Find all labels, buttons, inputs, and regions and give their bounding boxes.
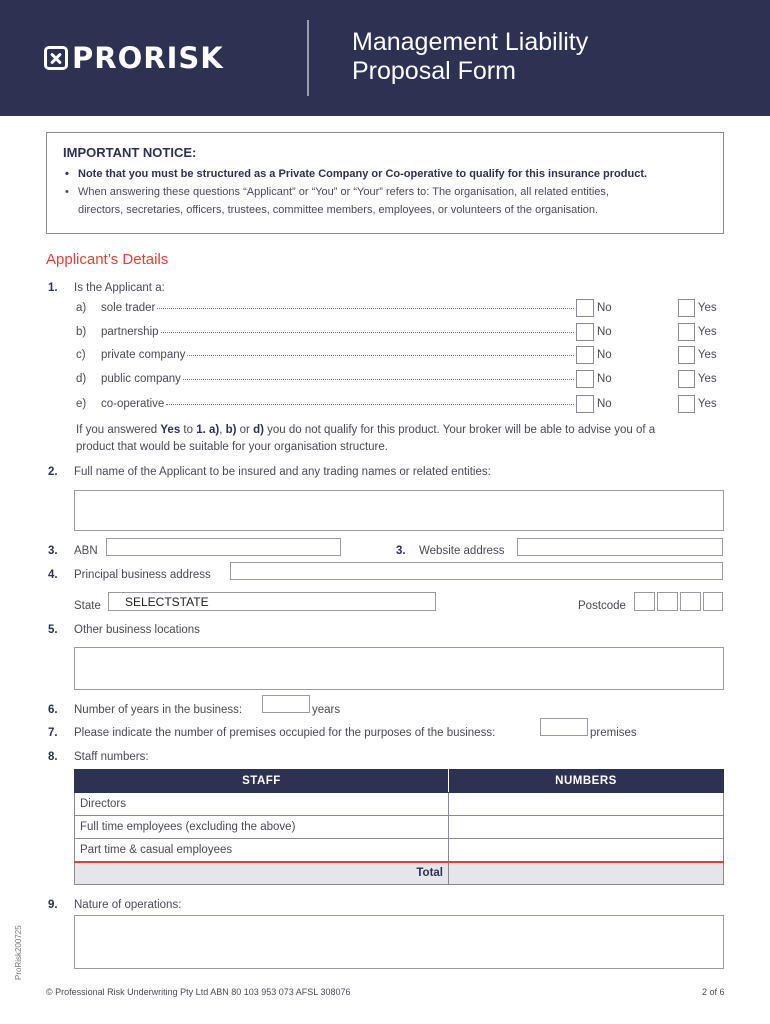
yes-checkbox[interactable] bbox=[678, 370, 695, 388]
q2-text: Full name of the Applicant to be insured and any trading names or related entities: bbox=[74, 466, 491, 478]
years-suffix: years bbox=[312, 704, 341, 716]
page-number: 2 of 6 bbox=[702, 987, 725, 997]
notice-bullet-2-line2: directors, secretaries, officers, trustees, committee members, employees, or volunteers of the organisation. bbox=[78, 204, 599, 216]
q1-option-d bbox=[76, 370, 724, 388]
q9-number: 9. bbox=[48, 899, 58, 911]
staff-table bbox=[74, 769, 724, 885]
q1-number: 1. bbox=[48, 282, 58, 294]
q3-number: 3. bbox=[48, 545, 58, 557]
abn-label: ABN bbox=[74, 545, 98, 557]
staff-row-label: Directors bbox=[75, 793, 449, 816]
website-label: Website address bbox=[419, 545, 505, 557]
q1-text: Is the Applicant a: bbox=[74, 282, 165, 294]
years-label: Number of years in the business: bbox=[74, 704, 243, 716]
years-field[interactable] bbox=[262, 695, 310, 713]
notice-bullet-2 bbox=[63, 183, 707, 219]
premises-label: Please indicate the number of premises occupied for the purposes of the business: bbox=[74, 727, 496, 739]
state-select[interactable]: SELECTSTATE bbox=[108, 592, 436, 611]
yes-checkbox[interactable] bbox=[678, 395, 695, 413]
yes-checkbox[interactable] bbox=[678, 299, 695, 317]
parttime-count-field[interactable] bbox=[449, 839, 724, 862]
note-text: or bbox=[236, 424, 254, 436]
option-letter: c) bbox=[76, 349, 86, 361]
form-title-line1: Management Liability bbox=[352, 28, 589, 56]
note-text: , bbox=[219, 424, 226, 436]
dot-leader bbox=[161, 323, 574, 333]
note-yes: Yes bbox=[160, 424, 181, 436]
q6-number: 6. bbox=[48, 704, 58, 716]
staff-row-label: Part time & casual employees bbox=[75, 839, 449, 862]
q8-number: 8. bbox=[48, 751, 58, 763]
option-label: co-operative bbox=[101, 398, 165, 410]
nature-operations-field[interactable] bbox=[74, 915, 724, 969]
postcode-digit-1[interactable] bbox=[634, 592, 655, 611]
dot-leader bbox=[187, 346, 574, 356]
premises-suffix: premises bbox=[590, 727, 637, 739]
table-row bbox=[75, 816, 724, 839]
no-checkbox[interactable] bbox=[576, 370, 594, 388]
footer-copyright: © Professional Risk Underwriting Pty Ltd ABN 80 103 953 073 AFSL 308076 bbox=[46, 987, 351, 997]
option-letter: a) bbox=[76, 302, 87, 314]
q1-note bbox=[76, 422, 724, 456]
option-label: public company bbox=[101, 373, 181, 385]
yes-label: Yes bbox=[697, 302, 717, 314]
note-text-line2: product that would be suitable for your organisation structure. bbox=[76, 441, 388, 453]
option-letter: e) bbox=[76, 398, 87, 410]
option-letter: d) bbox=[76, 373, 87, 385]
q5-number: 5. bbox=[48, 624, 58, 636]
premises-field[interactable] bbox=[540, 718, 588, 736]
page-header bbox=[0, 0, 770, 116]
q2-number: 2. bbox=[48, 466, 58, 478]
fulltime-count-field[interactable] bbox=[449, 816, 724, 839]
no-label: No bbox=[597, 373, 612, 385]
notice-bullet-2-line1: When answering these questions “Applicant” or “You” or “Your” refers to: The organisation, all related entities, bbox=[78, 186, 609, 198]
yes-checkbox[interactable] bbox=[678, 346, 695, 364]
table-row bbox=[75, 793, 724, 816]
applicant-name-field[interactable] bbox=[74, 490, 724, 531]
address-field[interactable] bbox=[230, 562, 723, 580]
table-row bbox=[75, 839, 724, 862]
no-checkbox[interactable] bbox=[576, 299, 594, 317]
other-locations-field[interactable] bbox=[74, 647, 724, 690]
yes-checkbox[interactable] bbox=[678, 323, 695, 341]
form-title bbox=[352, 28, 588, 86]
yes-label: Yes bbox=[697, 373, 717, 385]
q1-option-a bbox=[76, 299, 724, 317]
q1-option-c bbox=[76, 346, 724, 364]
no-checkbox[interactable] bbox=[576, 346, 594, 364]
nature-operations-label: Nature of operations: bbox=[74, 899, 182, 911]
header-divider bbox=[307, 20, 309, 96]
notice-bullet-1: • Note that you must be structured as a Private Company or Co-operative to qualify for this insurance product. bbox=[63, 165, 707, 183]
form-title-line2: Proposal Form bbox=[352, 57, 516, 85]
yes-label: Yes bbox=[697, 349, 717, 361]
q3b-number: 3. bbox=[396, 545, 406, 557]
no-label: No bbox=[597, 302, 612, 314]
q4-number: 4. bbox=[48, 569, 58, 581]
total-row bbox=[75, 862, 724, 885]
directors-count-field[interactable] bbox=[449, 793, 724, 816]
no-label: No bbox=[597, 398, 612, 410]
note-text: to bbox=[180, 424, 197, 436]
postcode-digit-4[interactable] bbox=[703, 592, 723, 611]
address-label: Principal business address bbox=[74, 569, 211, 581]
staff-row-label: Full time employees (excluding the above) bbox=[75, 816, 449, 839]
postcode-digit-2[interactable] bbox=[657, 592, 678, 611]
no-label: No bbox=[597, 326, 612, 338]
other-locations-label: Other business locations bbox=[74, 624, 200, 636]
postcode-label: Postcode bbox=[578, 600, 626, 612]
note-text: If you answered bbox=[76, 424, 161, 436]
notice-heading: IMPORTANT NOTICE: bbox=[63, 145, 197, 160]
staff-numbers-label: Staff numbers: bbox=[74, 751, 149, 763]
q7-number: 7. bbox=[48, 727, 58, 739]
no-checkbox[interactable] bbox=[576, 323, 594, 341]
yes-label: Yes bbox=[697, 398, 717, 410]
yes-label: Yes bbox=[697, 326, 717, 338]
form-reference: ProRisk200725 bbox=[14, 925, 23, 980]
dot-leader bbox=[166, 395, 574, 405]
total-label: Total bbox=[75, 862, 449, 885]
note-text: you do not qualify for this product. Your broker will be able to advise you of a bbox=[263, 424, 656, 436]
no-label: No bbox=[597, 349, 612, 361]
state-label: State bbox=[74, 600, 101, 612]
abn-field[interactable] bbox=[106, 538, 341, 556]
website-field[interactable] bbox=[517, 538, 723, 556]
dot-leader bbox=[157, 299, 574, 309]
logo-mark-icon bbox=[44, 46, 68, 70]
option-label: sole trader bbox=[101, 302, 156, 314]
option-label: private company bbox=[101, 349, 186, 361]
total-value-field[interactable] bbox=[449, 862, 724, 885]
note-ref-a: 1. a) bbox=[196, 424, 220, 436]
logo-text: PRORISK bbox=[72, 41, 224, 75]
note-ref-b: b) bbox=[225, 424, 237, 436]
option-letter: b) bbox=[76, 326, 87, 338]
option-label: partnership bbox=[101, 326, 159, 338]
prorisk-logo bbox=[44, 41, 224, 75]
postcode-digit-3[interactable] bbox=[680, 592, 701, 611]
note-ref-d: d) bbox=[253, 424, 264, 436]
staff-column-header: STAFF bbox=[75, 770, 449, 793]
q1-option-b bbox=[76, 323, 724, 341]
q1-option-e bbox=[76, 395, 724, 413]
important-notice bbox=[46, 132, 724, 234]
section-title-applicant-details: Applicant’s Details bbox=[46, 251, 169, 268]
numbers-column-header: NUMBERS bbox=[449, 770, 724, 793]
no-checkbox[interactable] bbox=[576, 395, 594, 413]
dot-leader bbox=[183, 370, 574, 380]
